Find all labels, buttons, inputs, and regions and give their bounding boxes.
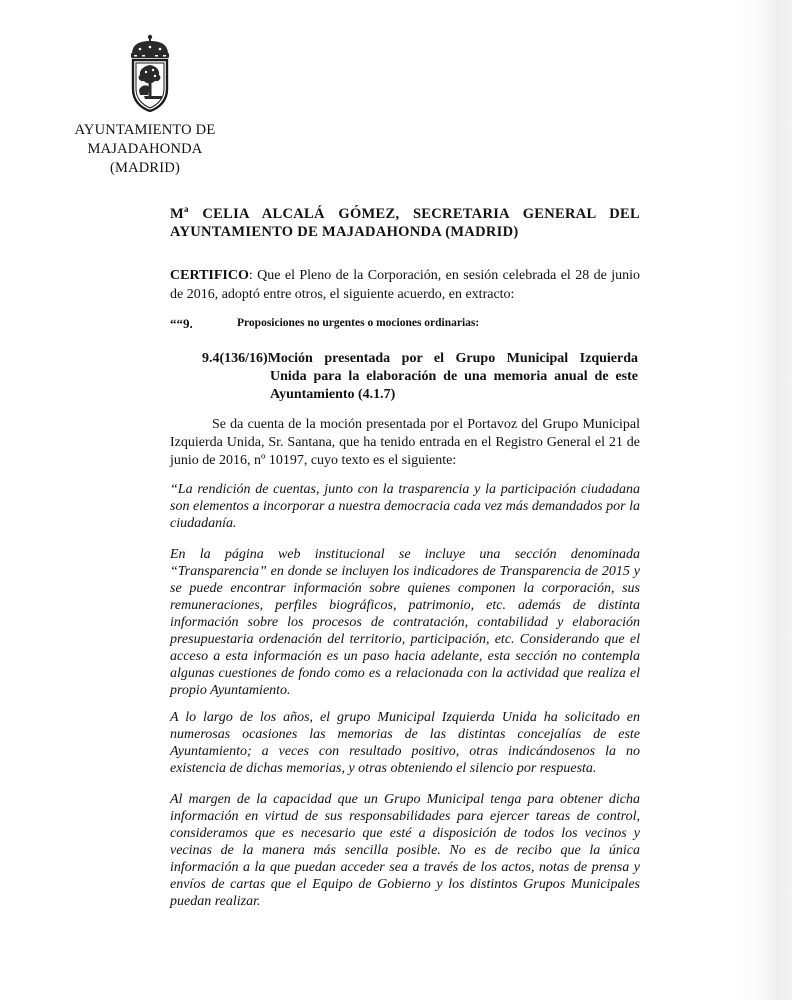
org-name-line: AYUNTAMIENTO DE (74, 122, 216, 138)
org-province-line: (MADRID) (109, 160, 181, 176)
motion-text-paragraph-2: En la página web institucional se incluye una sección denominada “Transparencia” en donde se incluyen los indicadores de Transparencia de 2015 y se puede encontrar información sobre quienes componen la corporación, sus remuneraciones, perfiles biográficos, patrimonio, etc. además de distinta información sobre los procesos de contratación, contabilidad y elaboración presupuestaria ordenación del territorio, participación, etc. Considerando que el acceso a esta información es un paso hacia adelante, esta sección no contempla algunas cuestiones de fondo como es a relacionada con la actividad que realiza el propio Ayuntamiento. (170, 547, 640, 698)
title-text: CELIA ALCALÁ GÓMEZ, SECRETARIA GENERAL DEL AYUNTAMIENTO DE MAJADAHONDA (MADRID) (170, 205, 640, 240)
title-superscript: a (184, 204, 189, 214)
title-prefix: M (170, 205, 184, 222)
document-title (170, 200, 640, 241)
coat-of-arms-icon (126, 34, 174, 112)
motion-text-paragraph-3: A lo largo de los años, el grupo Municipal Izquierda Unida ha solicitado en numerosas ocasiones las memorias de las distintas concejalías de este Ayuntamiento; a veces con resultado positivo, otras indicándosenos la no existencia de dichas memorias, y otras obteniendo el silencio por respuesta. (170, 710, 640, 776)
page-edge-shadow (734, 0, 792, 1000)
motion-heading (202, 350, 638, 404)
motion-heading-line1: 9.4(136/16)Moción presentada por el Grupo Municipal Izquierda (202, 351, 638, 366)
motion-text-paragraph-1: “La rendición de cuentas, junto con la trasparencia y la participación ciudadana son elementos a incorporar a nuestra democracia cada vez más demandados por la ciudadanía. (170, 482, 640, 531)
intro-paragraph: Se da cuenta de la moción presentada por el Portavoz del Grupo Municipal Izquierda Unida, Sr. Santana, que ha tenido entrada en el Registro General el 21 de junio de 2016, nº 10197, cuyo texto es el siguiente: (170, 417, 640, 468)
certification-paragraph (170, 266, 640, 304)
organization-header (60, 121, 230, 178)
agenda-item-number: ““9. (170, 316, 193, 331)
motion-heading-rest: Unida para la elaboración de una memoria anual de este Ayuntamiento (4.1.7) (270, 369, 638, 402)
certifico-text: : Que el Pleno de la Corporación, en sesión celebrada el 28 de junio de 2016, adoptó entre otros, el siguiente acuerdo, en extracto: (170, 268, 640, 302)
motion-text-paragraph-4: Al margen de la capacidad que un Grupo Municipal tenga para obtener dicha información en virtud de sus responsabilidades para ejercer tareas de control, consideramos que es necesario que esté a disposición de todos los vecinos y vecinas de la manera más sencilla posible. No es de recibo que la única información a la que puedan acceder sea a través de los actos, notas de prensa y envíos de cartas que el Equipo de Gobierno y los distintos Grupos Municipales puedan realizar. (170, 792, 640, 909)
agenda-item-title: Proposiciones no urgentes o mociones ordinarias: (237, 317, 480, 329)
certifico-label: CERTIFICO (170, 268, 249, 283)
org-city-line: MAJADAHONDA (87, 141, 203, 157)
